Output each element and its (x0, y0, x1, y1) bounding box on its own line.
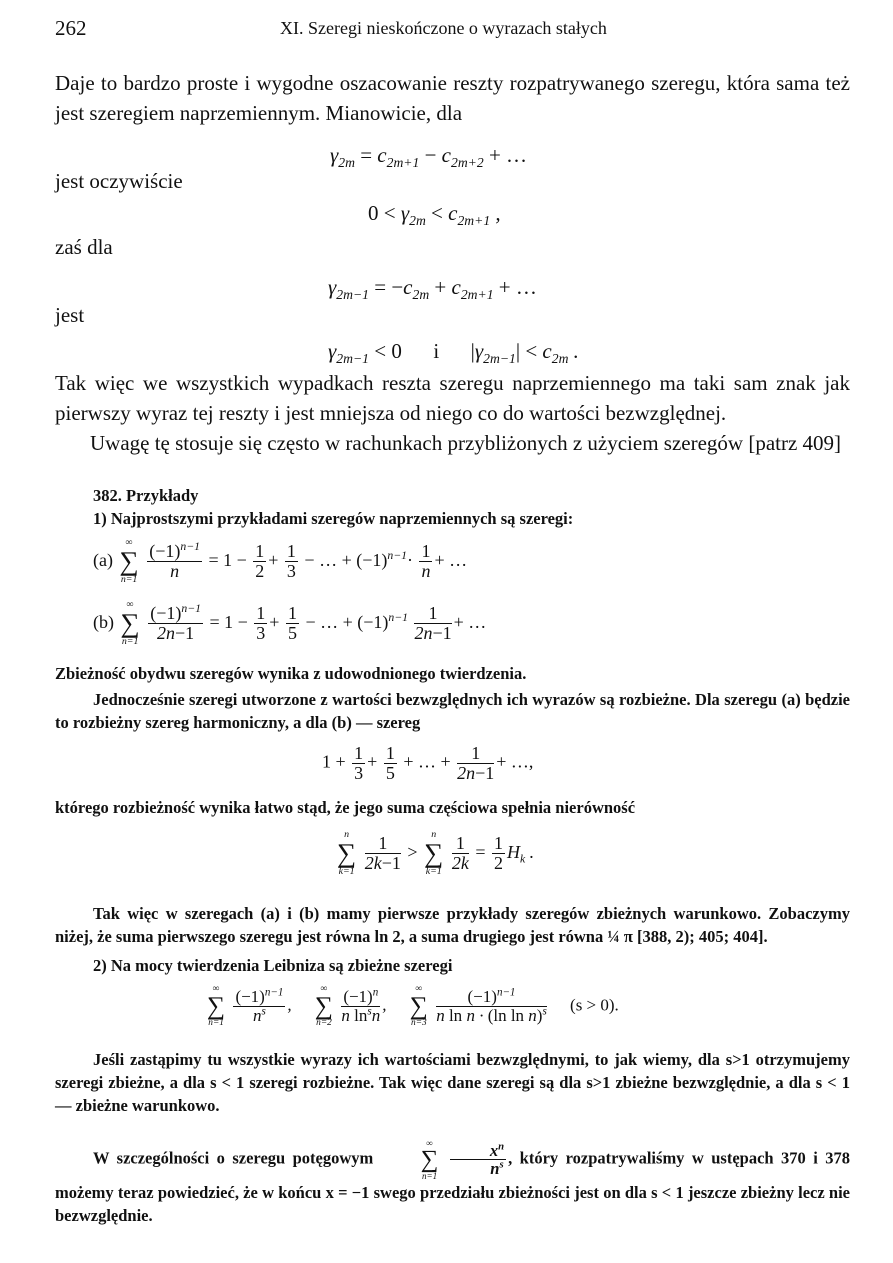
power-series-lead: W szczególności o szeregu potęgowym (93, 1148, 374, 1168)
text-zas-dla: zaś dla (55, 235, 113, 259)
equation-gamma-2m: $\gamma_{2m} = c_{2m+1} - c_{2m+2}$ + … (330, 143, 528, 171)
text-jest: jest (55, 303, 85, 327)
paragraph-conclusion: Tak więc we wszystkich wypadkach reszta szeregu naprzemiennego ma taki sam znak jak pierwszy wyraz tej reszty i jest mniejsza od niego co do wartości bezwzględnej. (55, 371, 850, 425)
section-heading: 382. Przykłady (93, 486, 199, 505)
page-number: 262 (55, 16, 87, 40)
equation-gamma-2m-minus-1-bound: $\gamma_{2m-1} < 0$ i $|\gamma_{2m-1}| < c_{2m}$ . (328, 339, 579, 367)
text-jest-oczywiscie: jest oczywiście (55, 169, 183, 193)
label-b: (b) (93, 611, 114, 632)
series-b: (b) ∞ ∑ n=1 $\frac{(-1)^{n-1}}{2n-1}$ = 1 − $\frac{1}{3}$ + $\frac{1}{5}$ − … + $(-1)^{n-1}$ $\frac{1}{2n-1}$ + … (93, 599, 487, 647)
paragraph-power-series: W szczególności o szeregu potęgowym ∞ ∑ n=1 $\frac{x^n}{n^s}$ , który rozpatrywaliśmy w ustępach 370 i 378 możemy teraz powiedzieć, że w końcu x = −1 swego przedziału zbieżności jest on dla s < 1 jeszcze zbieżny lecz nie bezwzględnie. (55, 1138, 851, 1226)
inequality-partial-sum: n ∑ k=1 $\frac{1}{2k-1}$ > n ∑ k=1 $\frac{1}{2k}$ = $\frac{1}{2}$ $H_k$ . (337, 829, 535, 877)
paragraph-conditional: Tak więc w szeregach (a) i (b) mamy pierwsze przykłady szeregów zbieżnych warunkowo. Zobaczymy niżej, że suma pierwszego szeregu jest równa ln 2, a suma drugiego jest równa ¼ π [388, 2); 405; 404]. (55, 904, 850, 946)
series-leibniz: ∞ ∑ n=1 $\frac{(-1)^{n-1}}{n^s}$ , ∞ ∑ n=2 $\frac{(-1)^n}{n \ln^sn}$ , ∞ ∑ n=3 $\frac{(-1)^{n-1}}{n \ln n \cdot (\ln \ln n)^s}$ (s > 0). (207, 984, 619, 1029)
paragraph-partial-sum: którego rozbieżność wynika łatwo stąd, że jego suma częściowa spełnia nierówność (55, 798, 636, 817)
power-series-rest: , który rozpatrywaliśmy w ustępach 370 i 378 możemy teraz powiedzieć, że w końcu x = −1 swego przedziału zbieżności jest on dla s < 1 jeszcze zbieżny lecz nie bezwzględnie. (55, 1148, 851, 1226)
equation-gamma-2m-minus-1: $\gamma_{2m-1} = -c_{2m} + c_{2m+1}$ + … (328, 275, 537, 303)
equation-gamma-2m-bound: $0 < \gamma_{2m} < c_{2m+1}$ , (368, 201, 501, 229)
paragraph-remark: Uwagę tę stosuje się często w rachunkach przybliżonych z użyciem szeregów [patrz 409] (90, 431, 842, 455)
paragraph-absolute-divergence: Jednocześnie szeregi utworzone z wartości bezwzględnych ich wyrazów są rozbieżne. Dla szeregu (a) będzie to rozbieżny szereg harmoniczny, a dla (b) — szereg (55, 690, 850, 732)
example-2-intro: 2) Na mocy twierdzenia Leibniza są zbieżne szeregi (93, 956, 453, 975)
paragraph-intro: Daje to bardzo proste i wygodne oszacowanie reszty rozpatrywanego szeregu, która sama też jest szeregiem naprzemiennym. Mianowicie, dla (55, 71, 850, 125)
example-1-intro: 1) Najprostszymi przykładami szeregów naprzemiennych są szeregi: (93, 509, 574, 528)
paragraph-convergence: Zbieżność obydwu szeregów wynika z udowodnionego twierdzenia. (55, 664, 527, 683)
label-a: (a) (93, 549, 113, 570)
paragraph-absolute: Jeśli zastąpimy tu wszystkie wyrazy ich wartościami bezwzględnymi, to jak wiemy, dla s>1 otrzymujemy szeregi zbieżne, a dla s < 1 szeregi rozbieżne. Tak więc dane szeregi są dla s>1 zbieżne bezwzględnie, a dla s < 1 — zbieżne warunkowo. (55, 1050, 850, 1115)
condition-s: (s > 0). (570, 995, 619, 1015)
running-title: XI. Szeregi nieskończone o wyrazach stałych (280, 18, 607, 38)
series-odd-harmonic: 1 + $\frac{1}{3}$ + $\frac{1}{5}$ + … + $\frac{1}{2n-1}$ + …, (322, 743, 534, 783)
series-a: (a) ∞ ∑ n=1 $\frac{(-1)^{n-1}}{n}$ = 1 − $\frac{1}{2}$ + $\frac{1}{3}$ − … + $(-1)^{n-1}\cdot$ $\frac{1}{n}$ + … (93, 537, 468, 585)
